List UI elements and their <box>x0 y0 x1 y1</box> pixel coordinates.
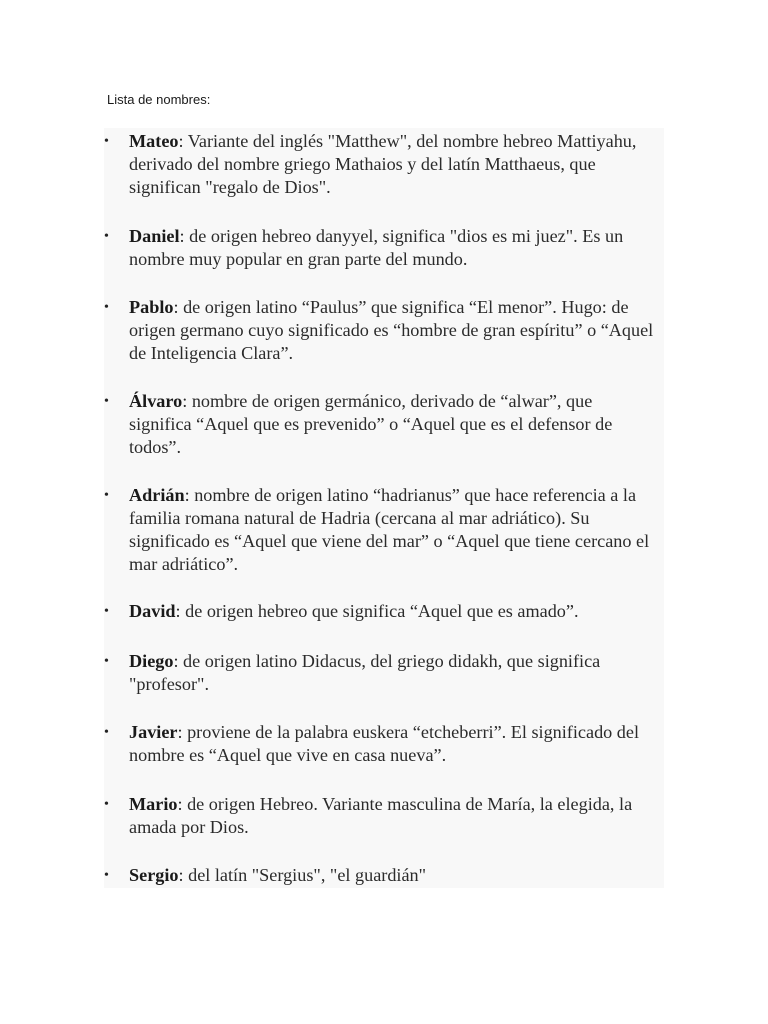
entry-text <box>129 484 659 576</box>
entry-name: David <box>129 601 176 621</box>
bullet-icon: • <box>104 134 109 149</box>
entry-description: : Variante del inglés "Matthew", del nombre hebreo Mattiyahu, derivado del nombre griego Mathaios y del latín Matthaeus, que significan "regalo de Dios". <box>129 131 637 197</box>
entry-description: : de origen hebreo que significa “Aquel que es amado”. <box>175 601 579 621</box>
entry-text <box>129 864 659 887</box>
entry-text <box>129 721 659 767</box>
entry-description: : del latín "Sergius", "el guardián" <box>178 865 427 885</box>
bullet-icon: • <box>104 300 109 315</box>
bullet-icon: • <box>104 654 109 669</box>
entry-description: : proviene de la palabra euskera “etcheberri”. El significado del nombre es “Aquel que vive en casa nueva”. <box>129 722 640 765</box>
bullet-icon: • <box>104 394 109 409</box>
entry-text <box>129 600 659 623</box>
entry-text <box>129 650 659 696</box>
entry-name: Pablo <box>129 297 174 317</box>
entry-description: : nombre de origen latino “hadrianus” que hace referencia a la familia romana natural de Hadria (cercana al mar adriático). Su significado es “Aquel que viene del mar” o “Aquel que tiene cercano el mar adriático”. <box>129 485 650 574</box>
entry-name: Javier <box>129 722 178 742</box>
entry-name: Álvaro <box>129 391 183 411</box>
entry-text <box>129 390 659 459</box>
entry-name: Daniel <box>129 226 180 246</box>
entry-name: Adrián <box>129 485 185 505</box>
entry-description: : de origen hebreo danyyel, significa "dios es mi juez". Es un nombre muy popular en gran parte del mundo. <box>129 226 624 269</box>
entry-name: Mateo <box>129 131 179 151</box>
entry-name: Mario <box>129 794 178 814</box>
entry-text <box>129 130 659 199</box>
entry-description: : nombre de origen germánico, derivado de “alwar”, que significa “Aquel que es prevenido” o “Aquel que es el defensor de todos”. <box>129 391 613 457</box>
entry-name: Sergio <box>129 865 179 885</box>
entry-text <box>129 793 659 839</box>
bullet-icon: • <box>104 229 109 244</box>
entry-description: : de origen latino “Paulus” que significa “El menor”. Hugo: de origen germano cuyo significado es “hombre de gran espíritu” o “Aquel de Inteligencia Clara”. <box>129 297 654 363</box>
entry-description: : de origen Hebreo. Variante masculina de María, la elegida, la amada por Dios. <box>129 794 633 837</box>
bullet-icon: • <box>104 868 109 883</box>
bullet-icon: • <box>104 488 109 503</box>
entry-description: : de origen latino Didacus, del griego didakh, que significa "profesor". <box>129 651 601 694</box>
bullet-icon: • <box>104 725 109 740</box>
bullet-icon: • <box>104 604 109 619</box>
entry-text <box>129 225 659 271</box>
page-heading: Lista de nombres: <box>107 92 211 107</box>
bullet-icon: • <box>104 797 109 812</box>
entry-name: Diego <box>129 651 174 671</box>
entry-text <box>129 296 659 365</box>
